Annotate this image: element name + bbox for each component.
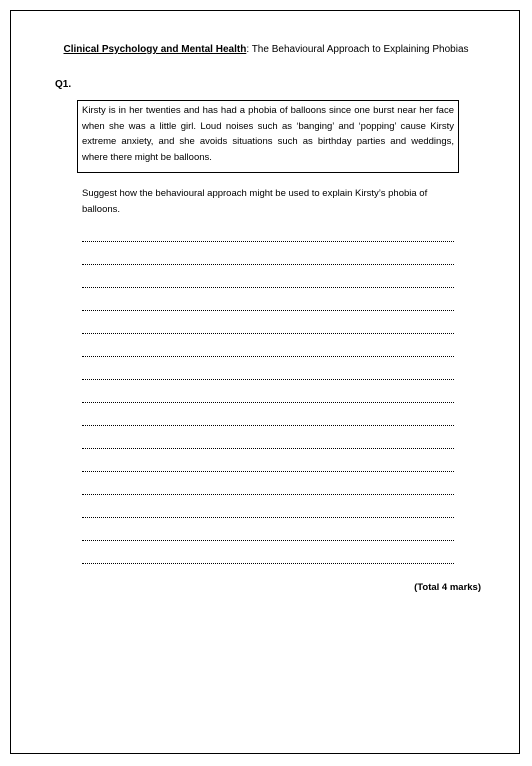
answer-line[interactable] xyxy=(82,310,454,333)
total-marks: (Total 4 marks) xyxy=(414,582,481,593)
answer-line[interactable] xyxy=(82,287,454,310)
answer-line[interactable] xyxy=(82,494,454,517)
answer-line[interactable] xyxy=(82,379,454,402)
title-separator: : xyxy=(246,44,252,55)
answer-line[interactable] xyxy=(82,471,454,494)
answer-lines xyxy=(82,241,454,586)
answer-line[interactable] xyxy=(82,333,454,356)
question-number: Q1. xyxy=(55,79,72,90)
answer-line[interactable] xyxy=(82,448,454,471)
answer-line[interactable] xyxy=(82,425,454,448)
scenario-box: Kirsty is in her twenties and has had a phobia of balloons since one burst near her face when she was a little girl. Loud noises such as ‘banging’ and ‘popping’ cause Kirsty extreme anxiety, and she avoids situations such as birthday parties and weddings, where there might be balloons. xyxy=(77,100,459,173)
title-topic: Clinical Psychology and Mental Health xyxy=(63,44,247,55)
page-title xyxy=(0,44,532,55)
question-prompt: Suggest how the behavioural approach might be used to explain Kirsty’s phobia of balloons. xyxy=(82,188,428,215)
answer-line[interactable] xyxy=(82,540,454,563)
answer-line[interactable] xyxy=(82,264,454,287)
answer-line[interactable] xyxy=(82,563,454,586)
answer-line[interactable] xyxy=(82,356,454,379)
answer-line[interactable] xyxy=(82,241,454,264)
answer-line[interactable] xyxy=(82,402,454,425)
answer-line[interactable] xyxy=(82,517,454,540)
title-subtitle: The Behavioural Approach to Explaining Phobias xyxy=(251,44,469,55)
